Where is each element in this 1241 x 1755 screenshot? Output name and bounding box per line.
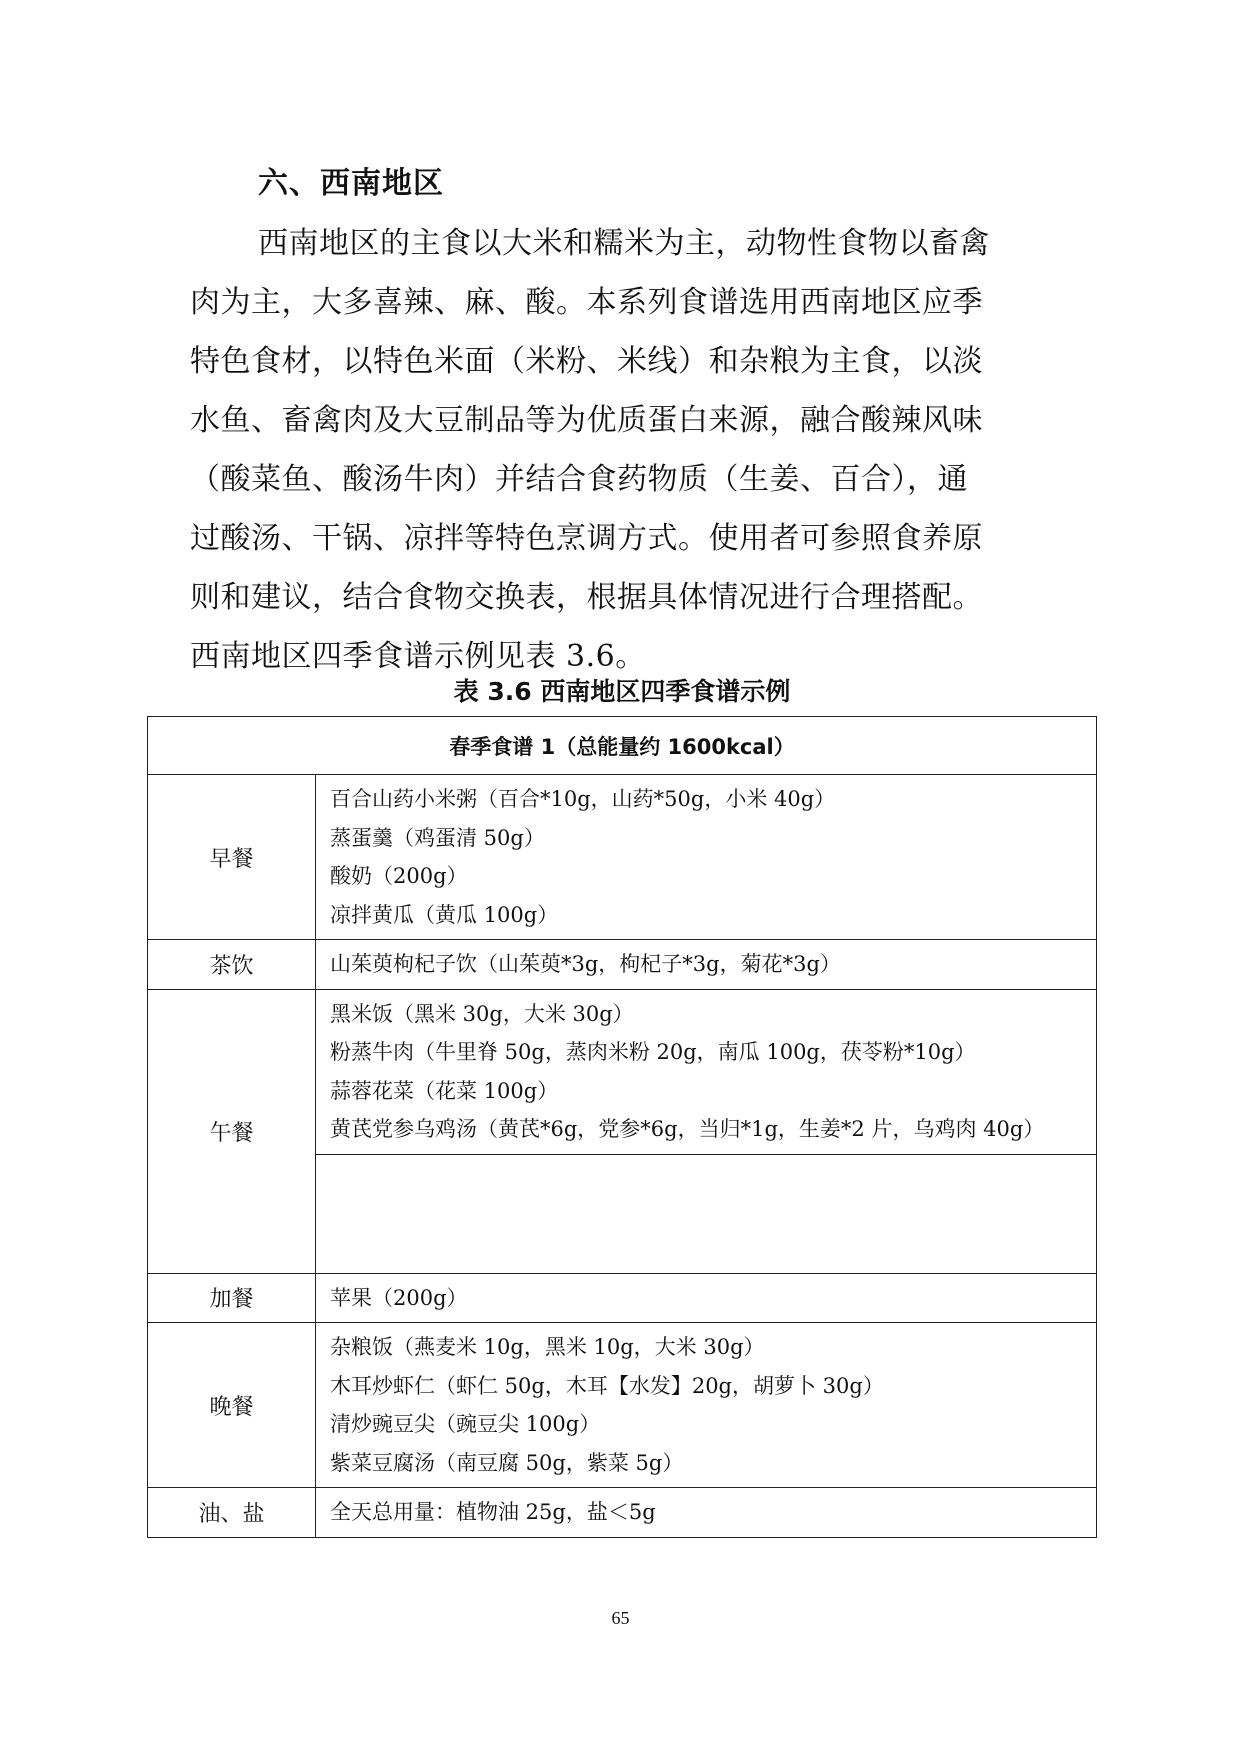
page-number: 65 [611,1608,630,1628]
menu-item: 木耳炒虾仁（虾仁 50g，木耳【水发】20g，胡萝卜 30g） [330,1373,884,1398]
table-row-lunch [148,989,1097,1154]
paragraph-line: 肉为主，大多喜辣、麻、酸。本系列食谱选用西南地区应季 [190,285,983,320]
menu-item: 蒸蛋羹（鸡蛋清 50g） [330,825,545,850]
meal-items [316,1273,1097,1323]
menu-item: 百合山药小米粥（百合*10g，山药*50g，小米 40g） [330,787,836,811]
meal-items [316,989,1097,1154]
paragraph-line: 则和建议，结合食物交换表，根据具体情况进行合理搭配。 [190,580,983,615]
menu-item: 凉拌黄瓜（黄瓜 100g） [330,902,559,927]
menu-table [147,716,1097,1538]
meal-items [316,1488,1097,1538]
table-row-tea [148,940,1097,990]
paragraph-line: 西南地区四季食谱示例见表 3.6。 [190,639,646,674]
table-caption: 表 3.6 西南地区四季食谱示例 [453,677,791,706]
table-header: 春季食谱 1（总能量约 1600kcal） [148,717,1097,775]
meal-label: 晚餐 [148,1323,316,1488]
meal-items [316,940,1097,990]
paragraph-line: 西南地区的主食以大米和糯米为主，动物性食物以畜禽 [258,226,990,261]
menu-item: 酸奶（200g） [330,864,468,888]
menu-item: 蒜蓉花菜（花菜 100g） [330,1078,559,1103]
menu-item: 粉蒸牛肉（牛里脊 50g，蒸肉米粉 20g，南瓜 100g，茯苓粉*10g） [330,1040,976,1064]
meal-label: 午餐 [148,989,316,1273]
meal-label: 早餐 [148,775,316,940]
table-row-oil-salt [148,1488,1097,1538]
table-row-dinner [148,1323,1097,1488]
empty-cell [316,1154,1097,1273]
menu-item: 黄芪党参乌鸡汤（黄芪*6g，党参*6g，当归*1g，生姜*2 片，乌鸡肉 40g） [330,1117,1045,1141]
paragraph-line: 特色食材，以特色米面（米粉、米线）和杂粮为主食，以淡 [190,344,983,379]
section-title: 六、西南地区 [258,166,444,201]
menu-item: 紫菜豆腐汤（南豆腐 50g，紫菜 5g） [330,1450,684,1475]
menu-item: 杂粮饭（燕麦米 10g，黑米 10g，大米 30g） [330,1335,765,1359]
meal-label: 油、盐 [148,1488,316,1538]
paragraph-line: 过酸汤、干锅、凉拌等特色烹调方式。使用者可参照食养原 [190,521,983,556]
menu-item: 黑米饭（黑米 30g，大米 30g） [330,1001,634,1026]
paragraph-line: 水鱼、畜禽肉及大豆制品等为优质蛋白来源，融合酸辣风味 [190,403,983,438]
meal-items [316,1323,1097,1488]
meal-items [316,775,1097,940]
menu-item: 山茱萸枸杞子饮（山茱萸*3g，枸杞子*3g，菊花*3g） [330,952,841,976]
table-row-snack [148,1273,1097,1323]
table-header-row [148,717,1097,775]
table-row-breakfast [148,775,1097,940]
menu-item: 全天总用量：植物油 25g，盐＜5g [330,1500,656,1524]
menu-item: 苹果（200g） [330,1285,468,1310]
paragraph-line: （酸菜鱼、酸汤牛肉）并结合食药物质（生姜、百合），通 [190,462,968,497]
intro-paragraph [190,214,1066,686]
menu-item: 清炒豌豆尖（豌豆尖 100g） [330,1412,601,1436]
meal-label: 加餐 [148,1273,316,1323]
meal-label: 茶饮 [148,940,316,990]
